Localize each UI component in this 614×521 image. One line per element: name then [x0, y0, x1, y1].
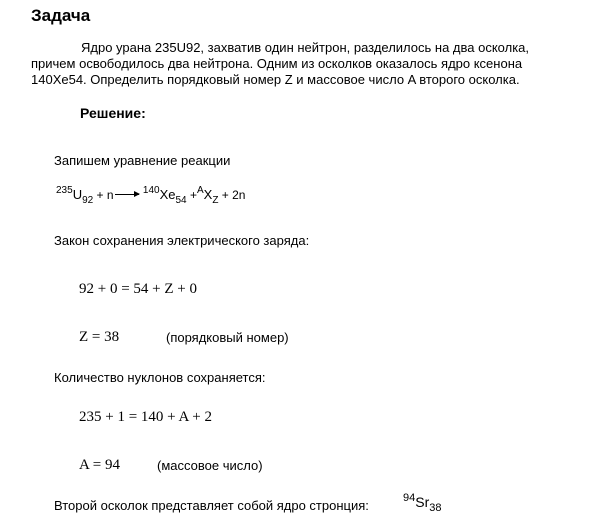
fragment-symbol: X [203, 187, 213, 202]
uranium-mass: 235 [56, 185, 73, 196]
fragment-mass: A [196, 185, 204, 196]
fragment-number: Z [212, 195, 219, 206]
charge-equation: 92 + 0 = 54 + Z + 0 [79, 281, 198, 297]
problem-text: Ядро урана 235U92, захватив один нейтрон, разделилось на два осколка, причем освободилось два нейтрона. Одним из осколков оказалось ядро ксенона 140Xe54. Определить порядковый номер Z и массовое число A второго осколка. [31, 40, 530, 87]
solution-heading: Решение: [80, 105, 146, 121]
page-title: Задача [31, 6, 91, 25]
a-result: A = 94 [79, 457, 120, 473]
z-result: Z = 38 [79, 329, 120, 345]
neutrons-term: + 2n [221, 188, 246, 202]
a-note: (массовое число) [157, 458, 263, 473]
strontium-nucleus [403, 494, 442, 512]
plus-sign: + [189, 188, 197, 202]
strontium-number: 38 [429, 502, 442, 514]
xenon-number: 54 [175, 195, 187, 206]
step-reaction-text: Запишем уравнение реакции [54, 153, 231, 168]
uranium-number: 92 [82, 195, 94, 206]
problem-statement [31, 40, 571, 88]
nucleon-equation: 235 + 1 = 140 + A + 2 [79, 409, 213, 425]
reaction-equation [56, 185, 246, 206]
strontium-symbol: Sr [415, 494, 430, 510]
xenon-mass: 140 [142, 185, 160, 196]
uranium-symbol: U [72, 187, 83, 202]
z-note: (порядковый номер) [166, 330, 289, 345]
conclusion-text: Второй осколок представляет собой ядро стронция: [54, 498, 369, 513]
strontium-mass: 94 [403, 492, 416, 504]
step-charge-text: Закон сохранения электрического заряда: [54, 233, 310, 248]
xenon-symbol: Xe [159, 187, 176, 202]
reaction-arrow-icon [115, 194, 139, 195]
neutron-term: + n [96, 188, 114, 202]
step-nucleons-text: Количество нуклонов сохраняется: [54, 370, 266, 385]
